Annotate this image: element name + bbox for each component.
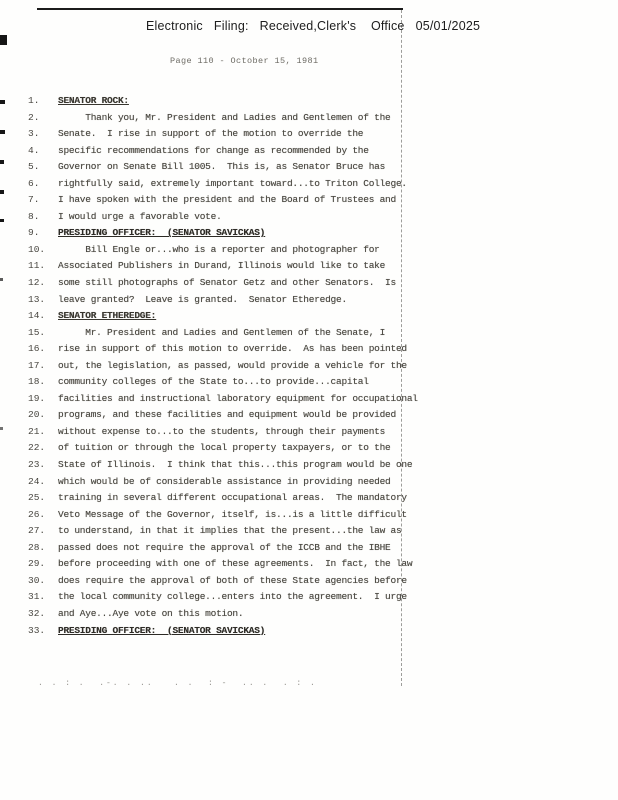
- page-header: Page 110 - October 15, 1981: [170, 56, 319, 66]
- transcript-line: [28, 426, 432, 443]
- line-text: before proceeding with one of these agreements. In fact, the law: [58, 558, 413, 570]
- transcript-line: [28, 244, 432, 261]
- line-number: 15.: [28, 326, 46, 338]
- line-number: 31.: [28, 591, 46, 603]
- line-number: 7.: [28, 194, 40, 206]
- line-text: Governor on Senate Bill 1005. This is, as Senator Bruce has: [58, 161, 386, 173]
- line-text: does require the approval of both of these State agencies before: [58, 574, 407, 586]
- line-text: SENATOR ROCK:: [58, 95, 129, 106]
- line-number: 18.: [28, 376, 46, 388]
- line-text: Senate. I rise in support of the motion to override the: [58, 128, 364, 140]
- transcript-line: [28, 476, 432, 493]
- transcript-body: [28, 95, 432, 641]
- line-number: 21.: [28, 425, 46, 437]
- line-text: PRESIDING OFFICER: (SENATOR SAVICKAS): [58, 624, 266, 636]
- line-text: some still photographs of Senator Getz and other Senators. Is: [58, 277, 396, 289]
- line-text: Thank you, Mr. President and Ladies and Gentlemen of the: [58, 111, 391, 123]
- line-text: passed does not require the approval of the ICCB and the IBHE: [58, 541, 391, 553]
- scan-artifact: [0, 190, 4, 194]
- transcript-line: [28, 608, 432, 625]
- line-number: 22.: [28, 442, 46, 454]
- line-number: 1.: [28, 95, 40, 106]
- transcript-line: [28, 128, 432, 145]
- line-number: 13.: [28, 293, 46, 305]
- transcript-line: [28, 112, 432, 129]
- line-text: SENATOR ETHEREDGE:: [58, 310, 157, 322]
- transcript-line: [28, 178, 432, 195]
- transcript-line: [28, 492, 432, 509]
- line-text: community colleges of the State to...to provide...capital: [58, 376, 369, 388]
- line-text: programs, and these facilities and equipment would be provided: [58, 409, 396, 421]
- line-text: and Aye...Aye vote on this motion.: [58, 607, 244, 619]
- scan-artifact: [0, 160, 4, 164]
- transcript-line: [28, 161, 432, 178]
- scan-border-top: [37, 8, 403, 10]
- line-text: State of Illinois. I think that this...this program would be one: [58, 459, 413, 471]
- line-text: of tuition or through the local property taxpayers, or to the: [58, 442, 391, 454]
- transcript-line: [28, 327, 432, 344]
- line-text: leave granted? Leave is granted. Senator Etheredge.: [58, 293, 347, 305]
- transcript-line: [28, 294, 432, 311]
- line-number: 33.: [28, 624, 46, 636]
- scan-artifact: [0, 278, 3, 281]
- transcript-line: [28, 542, 432, 559]
- line-text: facilities and instructional laboratory equipment for occupational: [58, 392, 418, 404]
- line-text: without expense to...to the students, through their payments: [58, 425, 386, 437]
- line-number: 5.: [28, 161, 40, 173]
- transcript-line: [28, 509, 432, 526]
- transcript-line: [28, 95, 432, 112]
- efiling-stamp: Electronic Filing: Received,Clerk's Office 05/01/2025: [146, 19, 481, 33]
- line-number: 30.: [28, 574, 46, 586]
- line-number: 17.: [28, 359, 46, 371]
- line-number: 4.: [28, 144, 40, 156]
- scan-artifact: [0, 100, 5, 104]
- transcript-line: [28, 360, 432, 377]
- line-number: 2.: [28, 111, 40, 123]
- line-number: 20.: [28, 409, 46, 421]
- line-number: 32.: [28, 607, 46, 619]
- scan-artifact: [0, 130, 5, 134]
- line-number: 12.: [28, 277, 46, 289]
- line-text: I have spoken with the president and the Board of Trustees and: [58, 194, 396, 206]
- line-number: 16.: [28, 343, 46, 355]
- line-number: 8.: [28, 210, 40, 222]
- line-number: 10.: [28, 243, 46, 255]
- transcript-line: [28, 194, 432, 211]
- transcript-line: [28, 591, 432, 608]
- transcript-line: [28, 277, 432, 294]
- line-text: rightfully said, extremely important toward...to Triton College.: [58, 177, 407, 189]
- transcript-line: [28, 145, 432, 162]
- transcript-line: [28, 558, 432, 575]
- line-number: 28.: [28, 541, 46, 553]
- transcript-line: [28, 310, 432, 327]
- transcript-line: [28, 409, 432, 426]
- transcript-line: [28, 393, 432, 410]
- line-number: 26.: [28, 508, 46, 520]
- scan-artifact: [0, 427, 3, 430]
- line-number: 25.: [28, 492, 46, 504]
- line-number: 29.: [28, 558, 46, 570]
- transcript-line: [28, 343, 432, 360]
- line-text: specific recommendations for change as recommended by the: [58, 144, 369, 156]
- scan-artifact: [0, 35, 7, 45]
- line-text: training in several different occupational areas. The mandatory: [58, 492, 407, 504]
- line-text: PRESIDING OFFICER: (SENATOR SAVICKAS): [58, 227, 266, 239]
- line-text: Bill Engle or...who is a reporter and photographer for: [58, 243, 380, 255]
- line-number: 14.: [28, 310, 46, 322]
- line-number: 19.: [28, 392, 46, 404]
- transcript-line: [28, 575, 432, 592]
- line-number: 23.: [28, 459, 46, 471]
- line-text: Veto Message of the Governor, itself, is...is a little difficult: [58, 508, 407, 520]
- transcript-line: [28, 525, 432, 542]
- line-number: 11.: [28, 260, 46, 272]
- line-text: Mr. President and Ladies and Gentlemen of the Senate, I: [58, 326, 386, 338]
- line-number: 9.: [28, 227, 40, 239]
- line-text: Associated Publishers in Durand, Illinois would like to take: [58, 260, 386, 272]
- line-number: 27.: [28, 525, 46, 537]
- line-text: I would urge a favorable vote.: [58, 210, 222, 222]
- line-text: which would be of considerable assistance in providing needed: [58, 475, 391, 487]
- line-text: to understand, in that it implies that the present...the law as: [58, 525, 402, 537]
- transcript-line: [28, 459, 432, 476]
- transcript-line: [28, 260, 432, 277]
- transcript-line: [28, 442, 432, 459]
- transcript-line: [28, 625, 432, 642]
- line-text: rise in support of this motion to override. As has been pointed: [58, 343, 407, 355]
- scan-artifact: [0, 219, 4, 222]
- transcript-line: [28, 227, 432, 244]
- line-number: 6.: [28, 177, 40, 189]
- line-number: 24.: [28, 475, 46, 487]
- transcript-line: [28, 376, 432, 393]
- transcript-line: [28, 211, 432, 228]
- line-text: out, the legislation, as passed, would provide a vehicle for the: [58, 359, 407, 371]
- line-text: the local community college...enters into the agreement. I urge: [58, 591, 407, 603]
- scan-noise-footer: . . : . .-. . .. . . : - .. . . : .: [38, 679, 317, 688]
- line-number: 3.: [28, 128, 40, 140]
